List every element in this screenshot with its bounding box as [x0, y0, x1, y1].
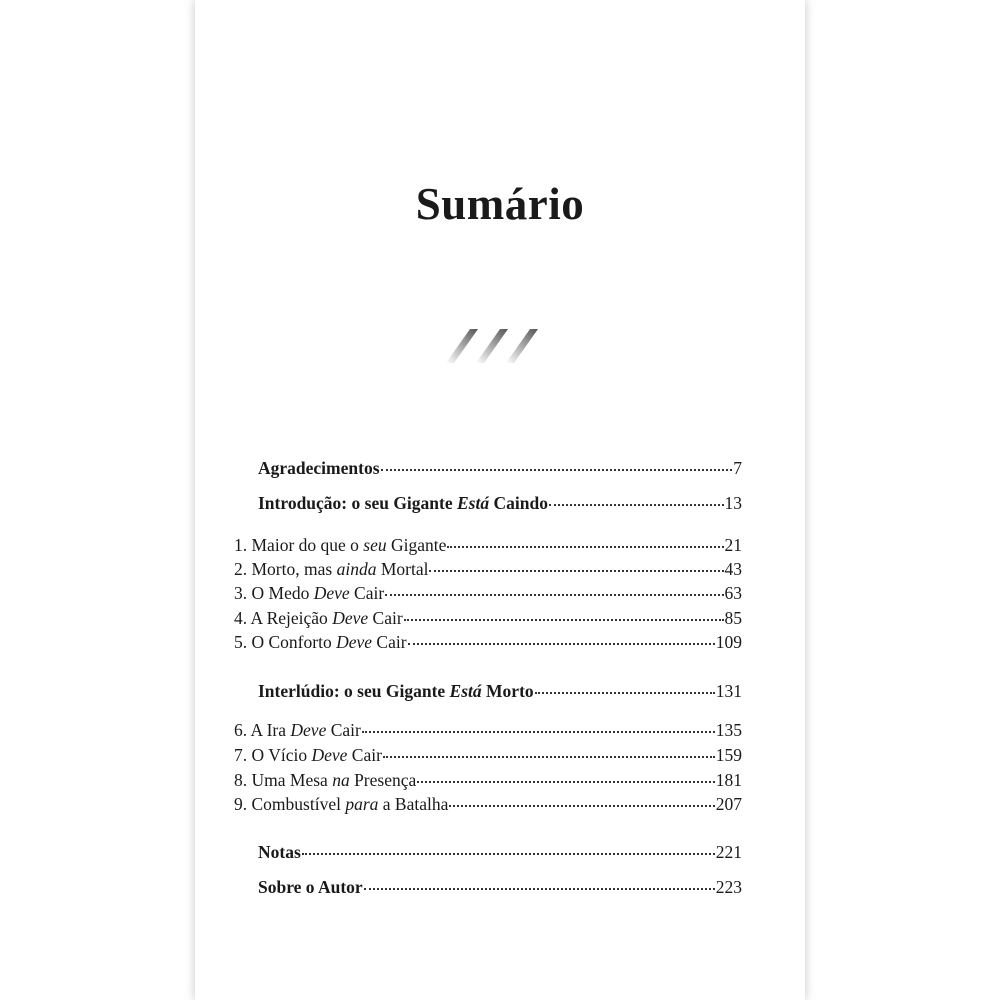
toc-entry-label: 8. Uma Mesa na Presença	[234, 770, 417, 790]
book-page	[195, 0, 805, 1000]
toc-entry-notas[interactable]	[258, 841, 742, 863]
toc-entry-page: 85	[724, 608, 742, 628]
dot-leader	[364, 874, 715, 890]
dot-leader	[447, 532, 723, 548]
toc-entry-chapter-5[interactable]	[234, 631, 742, 653]
toc-entry-label: 5. O Conforto Deve Cair	[234, 632, 407, 652]
dot-leader	[381, 455, 733, 471]
toc-entry-label: 1. Maior do que o seu Gigante	[234, 535, 447, 555]
toc-entry-chapter-4[interactable]	[234, 607, 742, 629]
toc-entry-page: 223	[715, 877, 742, 897]
toc-entry-label: Sobre o Autor	[258, 877, 363, 897]
dot-leader	[362, 717, 715, 733]
toc-entry-label: Agradecimentos	[258, 458, 380, 478]
toc-entry-page: 221	[715, 842, 742, 862]
toc-entry-page: 159	[715, 745, 742, 765]
toc-entry-page: 13	[724, 493, 742, 513]
dot-leader	[383, 742, 715, 758]
dot-leader	[429, 556, 723, 572]
toc-entry-label: 9. Combustível para a Batalha	[234, 794, 449, 814]
toc-entry-interludio[interactable]	[258, 680, 742, 702]
toc-entry-label: 2. Morto, mas ainda Mortal	[234, 559, 429, 579]
toc-entry-label: 4. A Rejeição Deve Cair	[234, 608, 403, 628]
dot-leader	[385, 580, 723, 596]
toc-entry-sobre-o-autor[interactable]	[258, 876, 742, 898]
toc-entry-page: 135	[715, 720, 742, 740]
toc-entry-agradecimentos[interactable]	[258, 457, 742, 479]
toc-entry-label: Introdução: o seu Gigante Está Caindo	[258, 493, 548, 513]
toc-entry-chapter-1[interactable]	[234, 534, 742, 556]
toc-entry-chapter-6[interactable]	[234, 719, 742, 741]
toc-entry-page: 207	[715, 794, 742, 814]
toc-entry-label: 6. A Ira Deve Cair	[234, 720, 361, 740]
dot-leader	[417, 767, 714, 783]
toc-entry-label: 3. O Medo Deve Cair	[234, 583, 385, 603]
toc-entry-page: 43	[724, 559, 742, 579]
toc-entry-chapter-9[interactable]	[234, 793, 742, 815]
dot-leader	[404, 605, 724, 621]
toc-entry-label: 7. O Vício Deve Cair	[234, 745, 382, 765]
dot-leader	[408, 629, 715, 645]
toc-entry-page: 21	[724, 535, 742, 555]
dot-leader	[549, 490, 724, 506]
dot-leader	[302, 839, 715, 855]
toc-entry-introducao[interactable]	[258, 492, 742, 514]
toc-entry-label: Interlúdio: o seu Gigante Está Morto	[258, 681, 534, 701]
toc-entry-chapter-7[interactable]	[234, 744, 742, 766]
toc-entry-label: Notas	[258, 842, 301, 862]
dot-leader	[449, 791, 714, 807]
triple-slash-ornament-icon	[442, 323, 542, 367]
toc-entry-page: 63	[724, 583, 742, 603]
toc-entry-chapter-8[interactable]	[234, 769, 742, 791]
toc-entry-page: 131	[715, 681, 742, 701]
toc-entry-chapter-2[interactable]	[234, 558, 742, 580]
toc-entry-page: 181	[715, 770, 742, 790]
page-title: Sumário	[415, 179, 585, 229]
toc-entry-chapter-3[interactable]	[234, 582, 742, 604]
toc-entry-page: 7	[733, 458, 742, 478]
toc-entry-page: 109	[715, 632, 742, 652]
dot-leader	[535, 678, 715, 694]
